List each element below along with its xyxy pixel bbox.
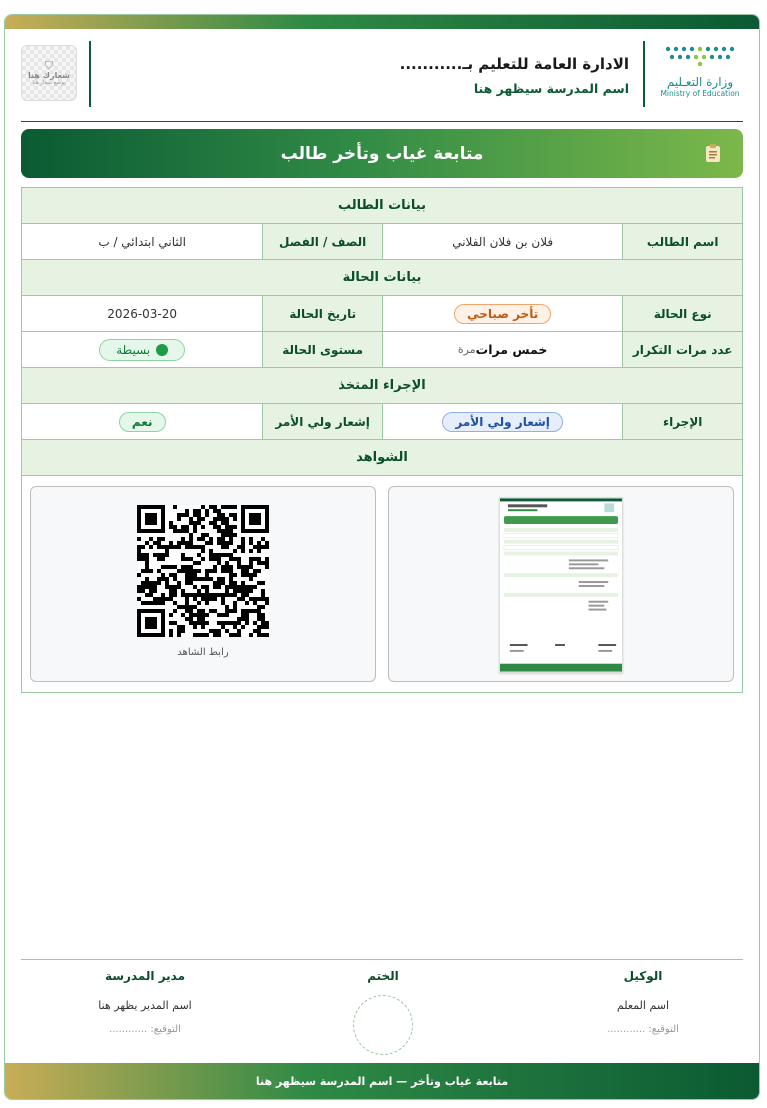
school-logo-subtext: يوضع شعار هنا [32, 80, 66, 86]
deputy-signature-block [543, 969, 743, 1035]
school-logo-text: شعارك هنا [28, 71, 70, 80]
section-header: الشواهد [22, 440, 742, 476]
section-header: الإجراء المتخذ [22, 368, 742, 404]
ministry-dots-icon [662, 43, 738, 67]
stamp-block [323, 969, 443, 1055]
repeat-count-label: عدد مرات التكرار [622, 332, 742, 367]
class-label: الصف / الفصل [262, 224, 382, 259]
ministry-name-ar: وزارة التعـليم [666, 75, 734, 89]
status-dot-icon [156, 344, 168, 356]
case-type-label: نوع الحالة [622, 296, 742, 331]
ministry-name-en: Ministry of Education [660, 89, 740, 98]
case-level-badge [99, 339, 185, 361]
principal-signature-block [45, 969, 245, 1035]
guardian-notify-label: إشعار ولي الأمر [262, 404, 382, 439]
document-footer [5, 1063, 759, 1099]
case-level-label: مستوى الحالة [262, 332, 382, 367]
guardian-notify-cell [22, 404, 262, 439]
guardian-notify-badge: نعم [119, 412, 166, 432]
deputy-name: اسم المعلم [616, 999, 670, 1012]
table-row [22, 224, 742, 260]
qr-link-label: رابط الشاهد [177, 647, 229, 658]
clipboard-icon [705, 143, 721, 163]
ministry-logo [657, 43, 743, 105]
document-header [5, 37, 759, 117]
header-title: الادارة العامة للتعليم بـ........... [399, 55, 629, 73]
class-value: الثاني ابتدائي / ب [22, 224, 262, 259]
case-type-cell [382, 296, 622, 331]
evidence-area [22, 476, 742, 692]
school-logo-placeholder [21, 45, 77, 101]
signature-divider [21, 959, 743, 960]
document-title: متابعة غياب وتأخر طالب [280, 143, 484, 164]
section-header: بيانات الطالب [22, 188, 742, 224]
student-name-label: اسم الطالب [622, 224, 742, 259]
title-banner [21, 129, 743, 178]
student-name-value: فلان بن فلان الفلاني [382, 224, 622, 259]
evidence-image-card[interactable] [388, 486, 734, 682]
principal-signature-line: التوقيع: ............ [109, 1024, 181, 1035]
stamp-title: الختم [367, 969, 399, 983]
header-rule [21, 121, 743, 122]
header-divider [643, 41, 645, 107]
case-date-label: تاريخ الحالة [262, 296, 382, 331]
deputy-signature-line: التوقيع: ............ [607, 1024, 679, 1035]
repeat-count-cell [382, 332, 622, 367]
school-name: اسم المدرسة سيظهر هنا [473, 81, 629, 96]
table-row [22, 404, 742, 440]
action-cell [382, 404, 622, 439]
evidence-document-thumbnail[interactable] [499, 497, 623, 673]
principal-name: اسم المدير يظهر هنا [98, 999, 192, 1012]
deputy-title: الوكيل [623, 969, 663, 983]
repeat-count-unit: مرة [457, 343, 476, 356]
top-band [5, 15, 759, 29]
evidence-qr-card[interactable] [30, 486, 376, 682]
repeat-count-value: خمس مرات [475, 342, 548, 357]
header-divider [89, 41, 91, 107]
document-page [4, 14, 760, 1100]
case-level-value: بسيطة [116, 342, 151, 357]
shield-icon: ⛉ [44, 59, 54, 72]
case-date-value: 2026-03-20 [22, 296, 262, 331]
table-row [22, 296, 742, 332]
action-label: الإجراء [622, 404, 742, 439]
principal-title: مدير المدرسة [104, 969, 186, 983]
footer-text: متابعة غياب وتأخر — اسم المدرسة سيظهر هنا [255, 1074, 509, 1088]
case-level-cell [22, 332, 262, 367]
case-type-badge: تأخر صباحي [454, 304, 551, 324]
table-row [22, 332, 742, 368]
section-header: بيانات الحالة [22, 260, 742, 296]
record-table [21, 187, 743, 693]
stamp-circle [353, 995, 413, 1055]
action-badge: إشعار ولي الأمر [442, 412, 563, 432]
qr-code-icon[interactable] [137, 505, 269, 637]
